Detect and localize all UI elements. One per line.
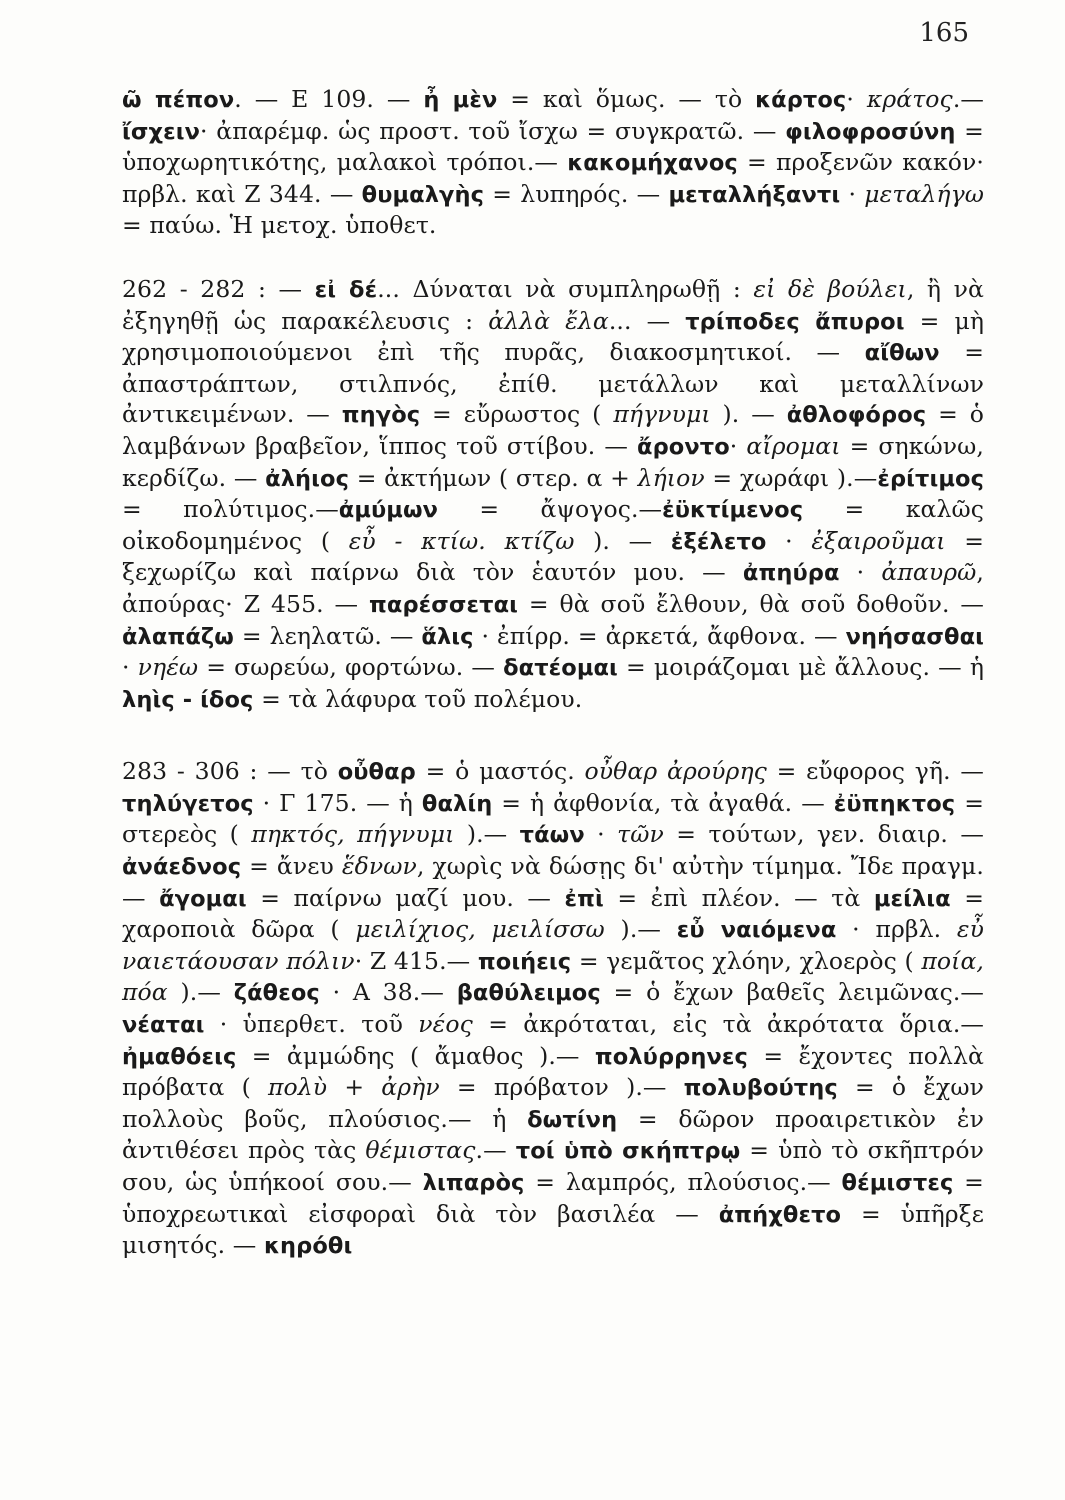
italic-term: εἰ δὲ βούλει — [753, 274, 907, 303]
italic-term: εὖ ναιετάουσαν πόλιν — [122, 915, 984, 975]
gloss-text: = λυπηρός. — — [484, 179, 669, 208]
italic-term: θέμιστας — [365, 1136, 476, 1165]
gloss-text: ). — — [574, 526, 671, 555]
gloss-text: = ἀμμώδης ( ἄμαθος ).— — [236, 1041, 595, 1070]
gloss-text: = ὁ ἔχων βαθεῖς λειμῶνας.— — [600, 978, 984, 1007]
page-number: 165 — [919, 18, 969, 48]
gloss-text: = μὴ χρησιμοποιούμενοι ἐπὶ τῆς πυρᾶς, διακοσμητικοί. — — [122, 306, 985, 367]
italic-term: πολὺ — [268, 1073, 328, 1102]
gloss-text: ).— — [454, 820, 520, 849]
gloss-text: · — [122, 653, 138, 682]
headword: ποιήεις — [477, 948, 572, 975]
paragraph-p3 — [122, 756, 984, 1262]
headword: οὖθαρ — [337, 759, 416, 786]
headword: ληὶς - ίδος — [122, 686, 254, 713]
headword: θέμιστες — [841, 1170, 954, 1196]
gloss-text: = ξεχωρίζω καὶ παίρνω διὰ τὸν ἑαυτόν μου. — — [122, 526, 984, 587]
headword: μεταλλήξαντι — [668, 181, 841, 208]
gloss-text: = λαμπρός, πλούσιος.— — [524, 1168, 842, 1196]
gloss-text: = θὰ σοῦ ἔλθουν, θὰ σοῦ δοθοῦν. — — [518, 589, 984, 618]
headword: ἀπηύρα — [742, 560, 840, 587]
italic-term: πήγνυμι — [613, 400, 711, 429]
headword: τάων — [519, 822, 585, 849]
gloss-text: = ἔχοντες πολλὰ πρόβατα ( — [122, 1041, 984, 1102]
gloss-text: = πρόβατον ).— — [439, 1073, 684, 1102]
headword: ἄγομαι — [159, 885, 247, 912]
headword: ἀνάεδνος — [122, 854, 242, 881]
headword: ἐπὶ — [564, 885, 604, 912]
italic-term: νέος — [418, 1010, 473, 1039]
italic-term: αἴρομαι — [746, 431, 841, 460]
gloss-text: = ὁ μαστός. — [415, 757, 585, 786]
gloss-text: = ἀκρόταται, εἰς τὰ ἀκρότατα ὅρια.— — [472, 1010, 984, 1039]
gloss-text: = εὔρωστος ( — [420, 400, 614, 429]
headword: δατέομαι — [503, 655, 618, 682]
gloss-text: = ἄνευ — [241, 852, 342, 881]
gloss-text: = λεηλατῶ. — — [233, 621, 422, 650]
headword: ἐρίτιμος — [877, 465, 985, 492]
headword: κακομήχανος — [567, 150, 738, 177]
italic-term: ἀπαυρῶ — [881, 558, 977, 587]
gloss-text: ... Δύναται νὰ συμπληρωθῇ : — [377, 274, 754, 303]
gloss-text: = δῶρον προαιρετικὸν ἐν ἀντιθέσει πρὸς τὰς — [122, 1104, 984, 1165]
gloss-text: . — Ε 109. — — [234, 85, 424, 113]
headword: ἐξέλετο — [670, 528, 767, 555]
headword: παρέσσεται — [368, 591, 519, 618]
headword: θαλίη — [421, 790, 493, 817]
gloss-text: = ἐπὶ πλέον. — τὰ — [603, 883, 874, 912]
gloss-text: · ἐπίρρ. = ἀρκετά, ἄφθονα. — — [473, 621, 846, 650]
gloss-text: · πρβλ. — [836, 915, 957, 944]
headword: ἐϋκτίμενος — [662, 497, 804, 524]
paragraph-p2 — [122, 274, 984, 715]
headword: φιλοφροσύνη — [785, 118, 956, 145]
gloss-text: · ἀπαρέμφ. ὡς προστ. τοῦ ἴσχω = συγκρατῶ. — — [200, 116, 786, 145]
headword: βαθύλειμος — [456, 980, 601, 1007]
paragraph-gap — [122, 241, 984, 274]
headword: ῶ πέπον — [122, 87, 235, 113]
headword: ἀμύμων — [338, 497, 439, 524]
headword: νηήσασθαι — [845, 623, 985, 650]
gloss-text: = σηκώνω, κερδίζω. — — [122, 431, 984, 492]
gloss-text: = παίρνω μαζί μου. — — [246, 883, 565, 912]
headword: πολυβούτης — [683, 1075, 838, 1102]
gloss-text: = καὶ ὅμως. — τὸ — [497, 85, 756, 113]
headword: κάρτος — [755, 87, 847, 113]
headword: ἠμαθόεις — [122, 1043, 237, 1070]
headword: πολύρρηνες — [594, 1043, 748, 1070]
paragraph-p1 — [122, 84, 984, 241]
gloss-text: = χωράφι ).— — [704, 463, 878, 492]
gloss-text: = στερεὸς ( — [122, 788, 984, 849]
italic-term: πηκτός, πήγνυμι — [251, 820, 455, 849]
gloss-text: = χαροποιὰ δῶρα ( — [122, 883, 985, 944]
gloss-text: = μοιράζομαι μὲ ἄλλους. — ἡ — [617, 653, 985, 682]
italic-term: νηέω — [137, 653, 199, 682]
gloss-text: , ἢ νὰ ἐξηγηθῇ ὡς παρακέλευσις : — [122, 274, 985, 335]
italic-term: μεταλήγω — [864, 179, 984, 208]
gloss-text: · Ζ 415.— — [354, 946, 478, 975]
headword: πηγὸς — [341, 402, 421, 429]
gloss-text: · — [766, 526, 812, 555]
page-text — [122, 84, 984, 1262]
gloss-text: = ἀκτήμων ( στερ. α + — [349, 463, 638, 492]
italic-term: τῶν — [617, 820, 664, 849]
headword: ἦ μὲν — [423, 87, 498, 113]
gloss-text: = τούτων, γεν. διαιρ. — — [663, 820, 984, 849]
italic-term: ἐξαιροῦμαι — [811, 526, 946, 555]
gloss-text: · — [846, 85, 867, 113]
headword: εὖ ναιόμενα — [676, 917, 837, 944]
headword: λιπαρὸς — [422, 1170, 525, 1196]
gloss-text: · — [839, 558, 882, 587]
headword: κηρόθι — [263, 1233, 353, 1260]
italic-term: ἀλλὰ ἔλα — [488, 306, 609, 335]
gloss-text: 283 - 306 : — τὸ — [122, 757, 338, 786]
gloss-text: , χωρὶς νὰ δώσῃς δι' αὐτὴν τίμημα. Ἴδε πραγμ. — — [122, 852, 984, 912]
headword: ἀπήχθετο — [718, 1201, 842, 1228]
headword: τηλύγετος — [122, 790, 254, 817]
gloss-text: ).— — [167, 978, 234, 1007]
gloss-text: = γεμᾶτος χλόην, χλοερὸς ( — [571, 946, 922, 975]
gloss-text: = πολύτιμος.— — [122, 495, 339, 524]
gloss-text: = ἡ ἀφθονία, τὰ ἀγαθά. — — [492, 788, 834, 817]
gloss-text: = εὔφορος γῆ. — — [766, 757, 984, 786]
gloss-text: = καλῶς οἰκοδομημένος ( — [122, 495, 984, 555]
gloss-text: = παύω. Ἡ μετοχ. ὑποθετ. — [122, 211, 437, 240]
italic-term: οὖθαρ ἀρούρης — [584, 757, 767, 786]
gloss-text: = ὁ λαμβάνων βραβεῖον, ἵππος τοῦ στίβου. — — [122, 400, 984, 460]
gloss-text: = ὑποχωρητικότης, μαλακοὶ τρόποι.— — [122, 116, 984, 177]
gloss-text: · ὑπερθετ. τοῦ — [204, 1010, 419, 1039]
gloss-text: + — [327, 1073, 382, 1102]
italic-term: εὖ - κτίω. κτίζω — [348, 526, 575, 555]
headword: ἅλις — [421, 623, 474, 650]
italic-term: ἀρὴν — [381, 1073, 440, 1102]
gloss-text: .— — [952, 85, 984, 113]
headword: αἴθων — [864, 340, 940, 367]
gloss-text: , ἀπούρας· Ζ 455. — — [122, 558, 984, 618]
headword: ἀθλοφόρος — [786, 402, 927, 429]
gloss-text: .— — [475, 1136, 516, 1165]
gloss-text: = ὁ ἔχων πολλοὺς βοῦς, πλούσιος.— ἡ — [122, 1073, 985, 1133]
headword: ἐϋπηκτος — [833, 790, 956, 817]
headword: ἀλήιος — [265, 465, 350, 492]
gloss-text: · — [584, 820, 618, 849]
gloss-text: ). — — [710, 400, 787, 429]
italic-term: κράτος — [866, 85, 953, 113]
gloss-text: ).— — [604, 915, 677, 944]
headword: εἰ δέ — [314, 276, 378, 303]
gloss-text: = ἀπαστράπτων, στιλπνός, ἐπίθ. μετάλλων καὶ μεταλλίνων ἀντικειμένων. — — [122, 338, 984, 429]
italic-term: μειλίχιος, μειλίσσω — [355, 915, 605, 944]
headword: τοί ὑπὸ σκήπτρῳ — [515, 1138, 741, 1165]
headword: δωτίνη — [527, 1106, 618, 1133]
gloss-text: = ὑπῆρξε μισητός. — — [122, 1199, 984, 1260]
gloss-text: = προξενῶν κακόν· πρβλ. καὶ Ζ 344. — — [122, 148, 984, 208]
gloss-text: 262 - 282 : — — [122, 274, 315, 303]
gloss-text: · — [729, 431, 747, 460]
gloss-text: · Α 38.— — [319, 978, 457, 1007]
italic-term: ποία, πόα — [122, 946, 984, 1007]
paragraph-gap — [122, 715, 984, 756]
gloss-text: = ὑποχρεωτικαὶ εἰσφοραὶ διὰ τὸν βασιλέα — — [122, 1168, 984, 1228]
headword: θυμαλγὴς — [361, 181, 485, 208]
headword: νέαται — [122, 1012, 205, 1039]
gloss-text: = ὑπὸ τὸ σκῆπτρόν σου, ὡς ὑπήκοοί σου.— — [122, 1136, 984, 1196]
gloss-text: · — [840, 179, 865, 208]
headword: ζάθεος — [233, 980, 320, 1007]
italic-term: ἕδνων — [341, 852, 417, 881]
gloss-text: ... — — [608, 306, 686, 335]
headword: ἴσχειν — [122, 118, 201, 145]
headword: τρίποδες ἄπυροι — [685, 308, 905, 335]
gloss-text: = τὰ λάφυρα τοῦ πολέμου. — [253, 684, 583, 713]
italic-term: λήιον — [637, 463, 705, 492]
gloss-text: = σωρεύω, φορτώνω. — — [198, 653, 504, 682]
gloss-text: · Γ 175. — ἡ — [253, 788, 422, 817]
gloss-text: = ἄψογος.— — [438, 495, 663, 524]
headword: ἀλαπάζω — [122, 623, 234, 650]
headword: ἄροντο — [637, 433, 730, 460]
headword: μείλια — [873, 885, 951, 912]
